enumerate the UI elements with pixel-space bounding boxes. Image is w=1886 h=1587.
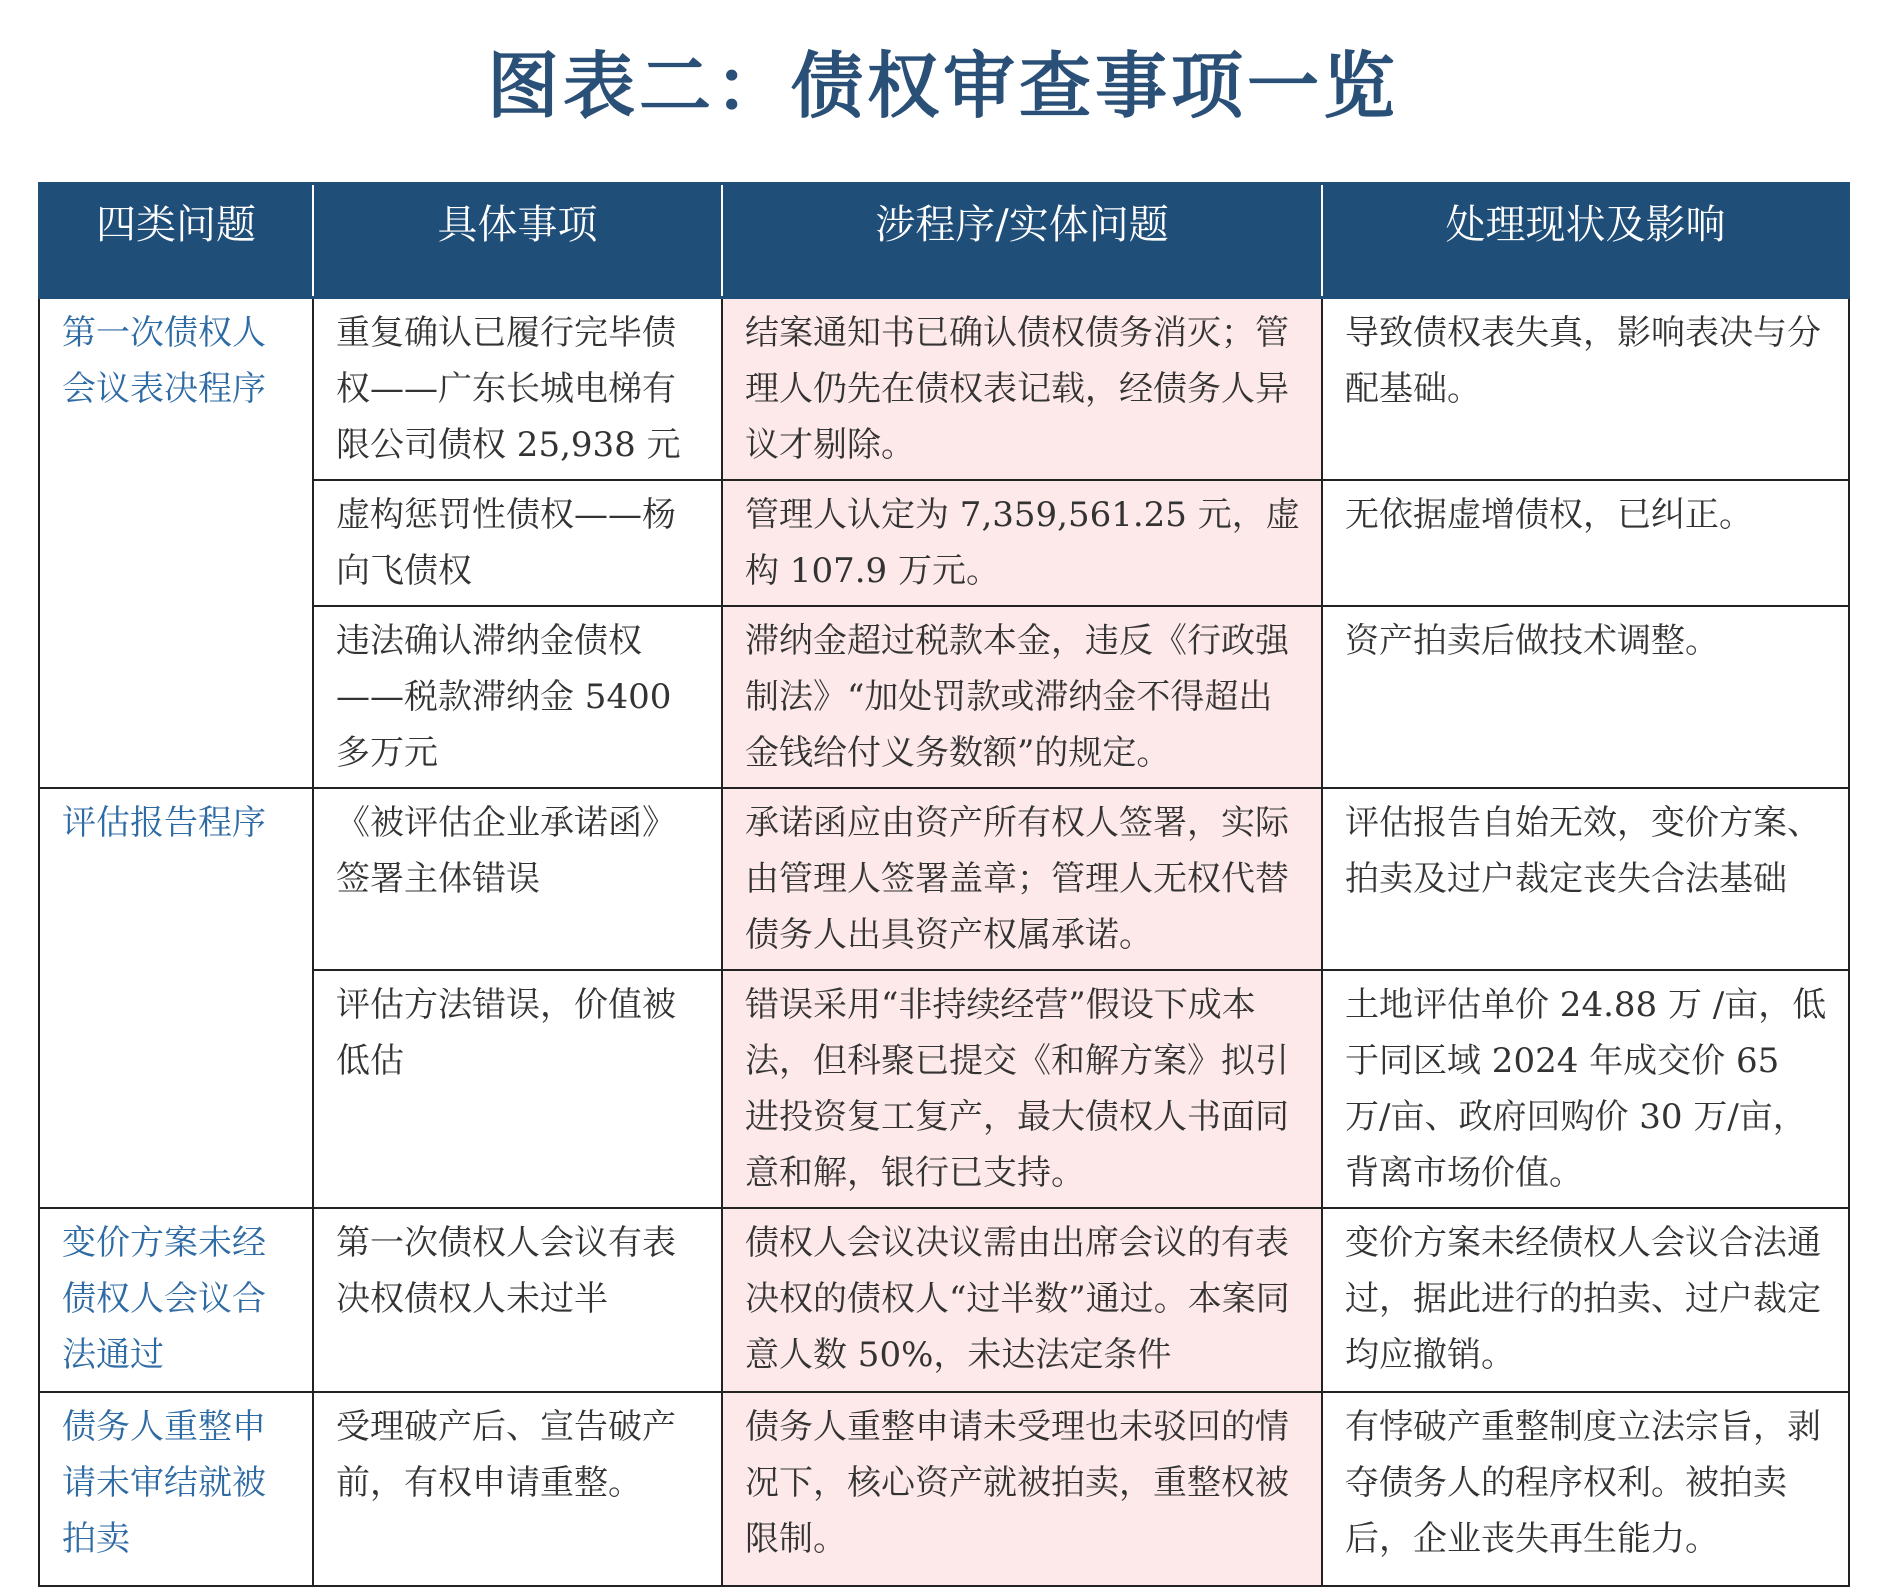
item-cell: 《被评估企业承诺函》签署主体错误 [313,788,722,970]
category-cell: 债务人重整申请未审结就被拍卖 [39,1392,313,1586]
category-cell: 变价方案未经债权人会议合法通过 [39,1208,313,1392]
issue-cell: 结案通知书已确认债权债务消灭；管理人仍先在债权表记载，经债务人异议才剔除。 [722,298,1322,481]
issue-cell: 承诺函应由资产所有权人签署，实际由管理人签署盖章；管理人无权代替债务人出具资产权属承诺。 [722,788,1322,970]
claims-review-table [38,182,1850,1587]
item-cell: 违法确认滞纳金债权——税款滞纳金 5400 多万元 [313,606,722,788]
header-impact: 处理现状及影响 [1322,184,1849,298]
impact-cell: 无依据虚增债权，已纠正。 [1322,480,1849,606]
table-row [39,1392,1849,1586]
category-cell: 评估报告程序 [39,788,313,1208]
item-cell: 重复确认已履行完毕债权——广东长城电梯有限公司债权 25,938 元 [313,298,722,481]
impact-cell: 评估报告自始无效，变价方案、拍卖及过户裁定丧失合法基础 [1322,788,1849,970]
impact-cell: 资产拍卖后做技术调整。 [1322,606,1849,788]
item-cell: 受理破产后、宣告破产前，有权申请重整。 [313,1392,722,1586]
header-item: 具体事项 [313,184,722,298]
item-cell: 评估方法错误，价值被低估 [313,970,722,1208]
header-issue: 涉程序/实体问题 [722,184,1322,298]
page-title: 图表二：债权审查事项一览 [486,43,1399,128]
table-row [39,788,1849,970]
issue-cell: 债务人重整申请未受理也未驳回的情况下，核心资产就被拍卖，重整权被限制。 [722,1392,1322,1586]
impact-cell: 有悖破产重整制度立法宗旨，剥夺债务人的程序权利。被拍卖后，企业丧失再生能力。 [1322,1392,1849,1586]
item-cell: 第一次债权人会议有表决权债权人未过半 [313,1208,722,1392]
impact-cell: 土地评估单价 24.88 万 /亩，低于同区域 2024 年成交价 65 万/亩、政府回购价 30 万/亩，背离市场价值。 [1322,970,1849,1208]
table-row [39,1208,1849,1392]
impact-cell: 变价方案未经债权人会议合法通过，据此进行的拍卖、过户裁定均应撤销。 [1322,1208,1849,1392]
table-row [39,298,1849,481]
issue-cell: 滞纳金超过税款本金，违反《行政强制法》“加处罚款或滞纳金不得超出金钱给付义务数额”的规定。 [722,606,1322,788]
category-cell: 第一次债权人会议表决程序 [39,298,313,789]
table-header-row [39,184,1849,298]
header-category: 四类问题 [39,184,313,298]
impact-cell: 导致债权表失真，影响表决与分配基础。 [1322,298,1849,481]
item-cell: 虚构惩罚性债权——杨向飞债权 [313,480,722,606]
issue-cell: 债权人会议决议需由出席会议的有表决权的债权人“过半数”通过。本案同意人数 50%，未达法定条件 [722,1208,1322,1392]
issue-cell: 错误采用“非持续经营”假设下成本法，但科聚已提交《和解方案》拟引进投资复工复产，最大债权人书面同意和解，银行已支持。 [722,970,1322,1208]
issue-cell: 管理人认定为 7,359,561.25 元，虚构 107.9 万元。 [722,480,1322,606]
